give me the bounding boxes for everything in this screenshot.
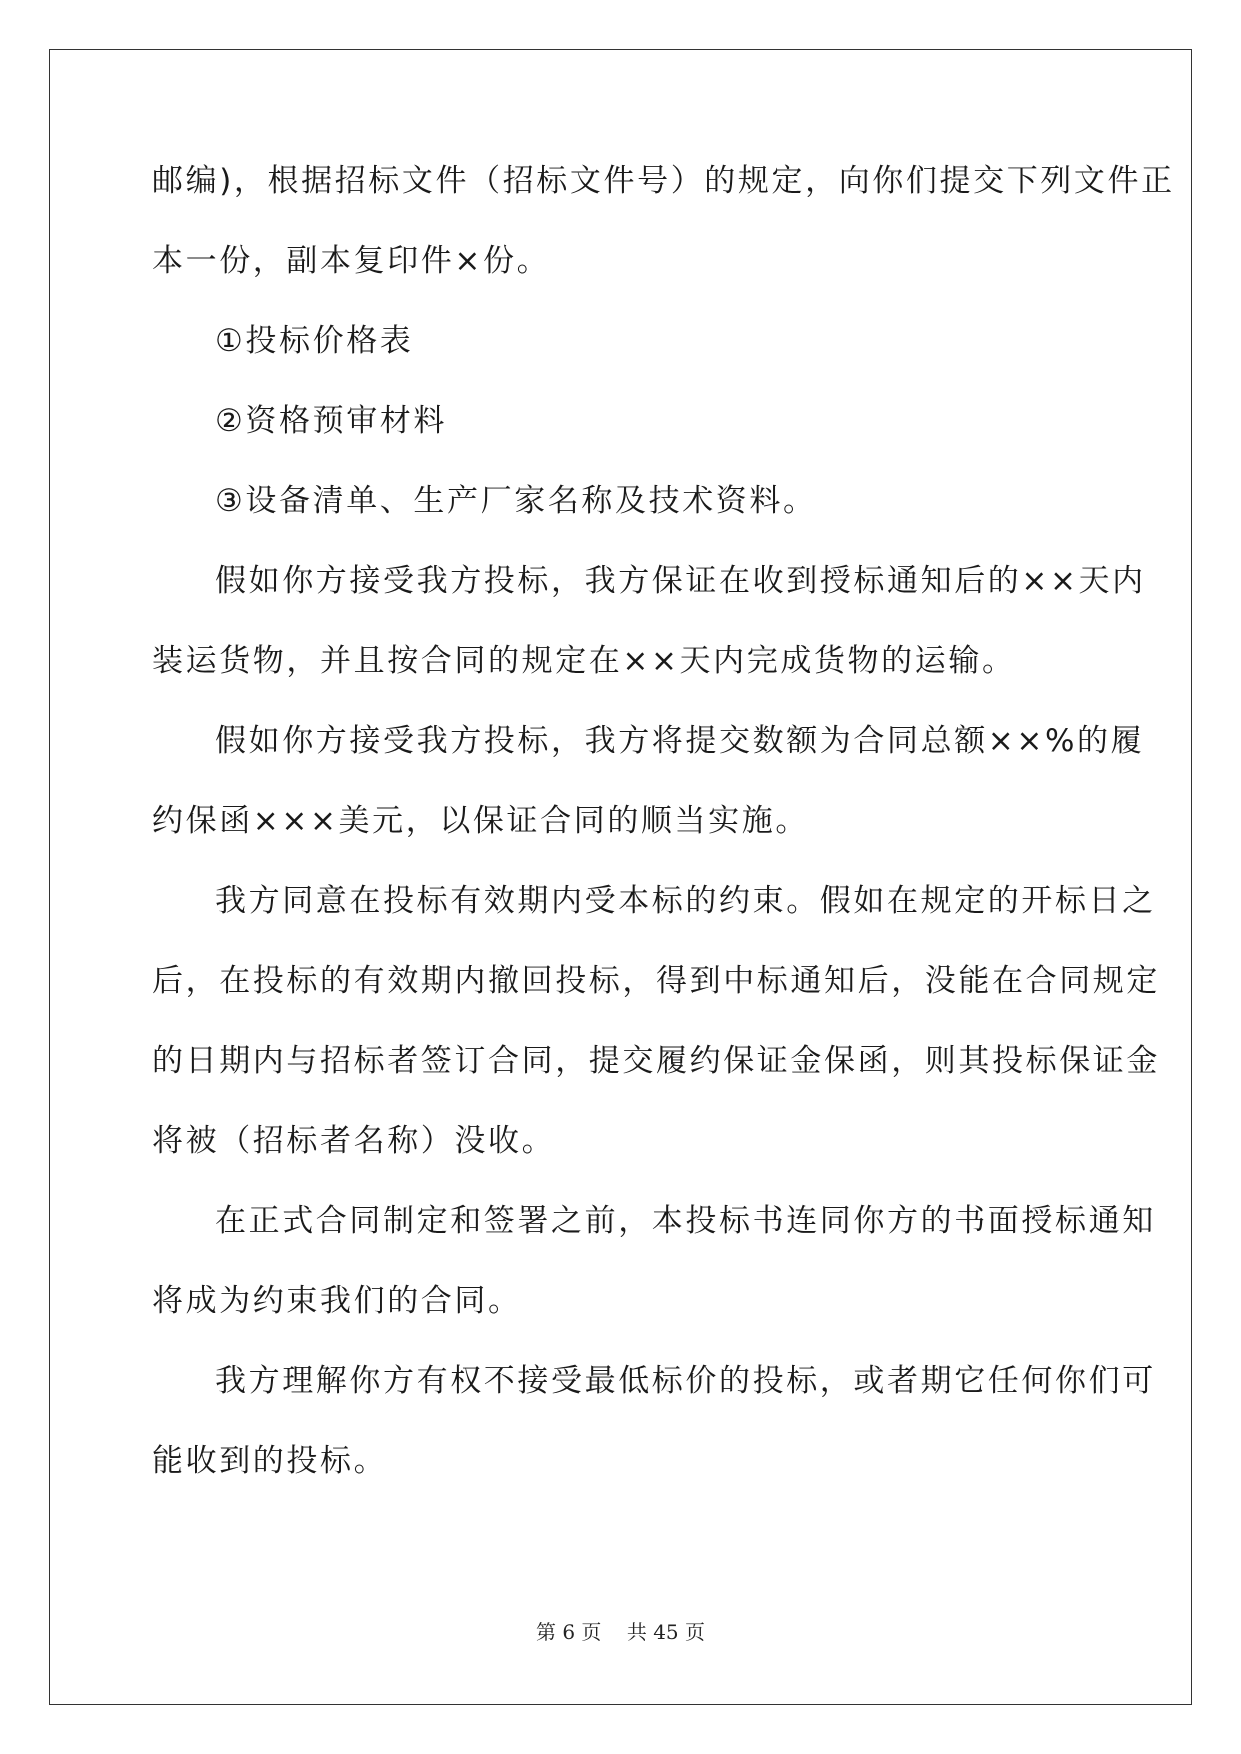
paragraph-line: 能收到的投标。 <box>152 1443 388 1479</box>
list-item: ①投标价格表 <box>215 323 414 359</box>
list-item: ②资格预审材料 <box>215 403 447 439</box>
page-number-footer: 第 6 页 共 45 页 <box>535 1620 706 1644</box>
paragraph-line: 将成为约束我们的合同。 <box>152 1283 522 1319</box>
document-body <box>152 160 1175 1520</box>
paragraph-line: 将被（招标者名称）没收。 <box>152 1123 556 1159</box>
paragraph-line: 假如你方接受我方投标，我方将提交数额为合同总额××%的履 <box>215 723 1145 759</box>
paragraph-line: 我方理解你方有权不接受最低标价的投标，或者期它任何你们可 <box>215 1363 1156 1399</box>
list-item: ③设备清单、生产厂家名称及技术资料。 <box>215 483 817 519</box>
paragraph-line: 约保函×××美元，以保证合同的顺当实施。 <box>152 803 809 839</box>
paragraph-line: 在正式合同制定和签署之前，本投标书连同你方的书面授标通知 <box>215 1203 1156 1239</box>
paragraph-line: 后，在投标的有效期内撤回投标，得到中标通知后，没能在合同规定 <box>152 963 1160 999</box>
paragraph-line: 的日期内与招标者签订合同，提交履约保证金保函，则其投标保证金 <box>152 1043 1160 1079</box>
paragraph-line: 装运货物，并且按合同的规定在××天内完成货物的运输。 <box>152 643 1016 679</box>
paragraph-line: 本一份，副本复印件×份。 <box>152 243 551 279</box>
paragraph-line: 邮编)，根据招标文件（招标文件号）的规定，向你们提交下列文件正 <box>152 163 1175 199</box>
paragraph-line: 我方同意在投标有效期内受本标的约束。假如在规定的开标日之 <box>215 883 1156 919</box>
paragraph-line: 假如你方接受我方投标，我方保证在收到授标通知后的××天内 <box>215 563 1146 599</box>
